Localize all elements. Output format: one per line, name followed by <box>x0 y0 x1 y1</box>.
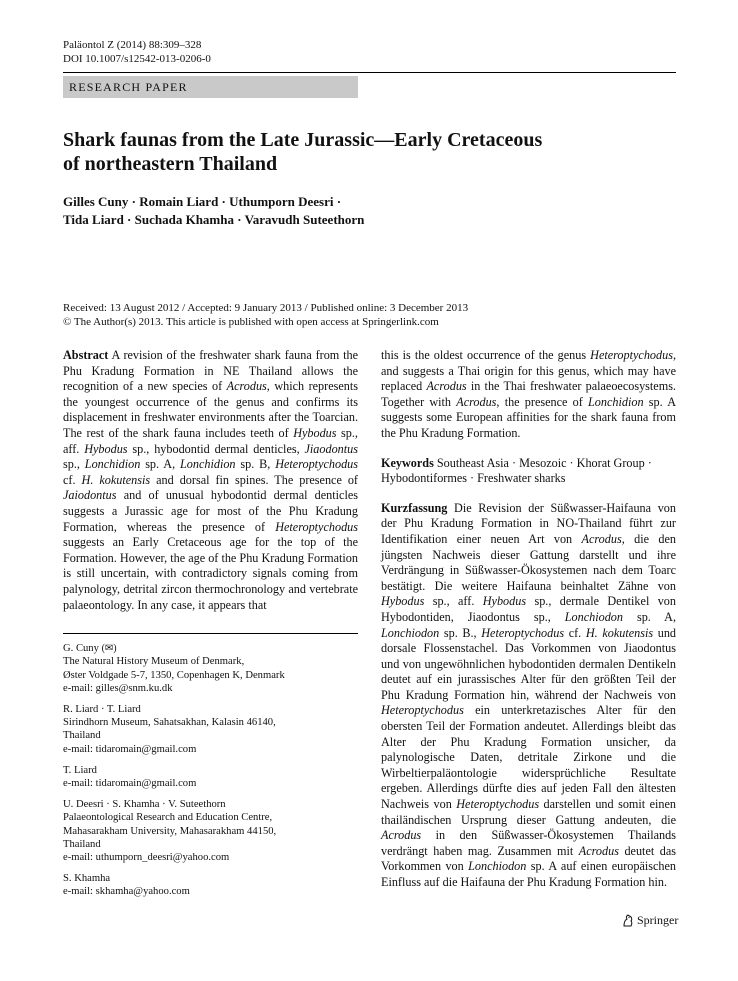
author-name: T. Liard <box>63 764 97 776</box>
abstract-text: A revision of the freshwater shark fauna from the Phu Kradung Formation in NE Thailand allows the recognition of a new species of <box>63 348 358 394</box>
kurzfassung-text: Die Revision der Süßwasser-Haifauna von der Phu Kradung Formation in NO-Thailand führt zur Identifikation einer neuen Art von <box>381 500 676 546</box>
abstract-text: sp., aff. <box>63 425 358 456</box>
journal-citation: Paläontol Z (2014) 88:309–328 <box>63 39 202 51</box>
email-link[interactable]: e-mail: tidaromain@gmail.com <box>63 777 197 789</box>
publication-dates <box>63 301 676 329</box>
header-rule <box>63 72 676 73</box>
kurzfassung-text: sp., dermale Dentikel von Hybodontiden, Jiaodontus sp., <box>381 594 676 624</box>
taxon-name: H. kokutensis <box>81 472 151 487</box>
taxon-name: Lonchidion <box>588 394 644 409</box>
taxon-name: Acrodus <box>226 379 267 394</box>
spacer <box>381 487 676 501</box>
abstract-text: in the Thai freshwater palaeoecosystems. Together with <box>381 379 676 409</box>
author-name: U. Deesri · S. Khamha · V. Suteethorn <box>63 799 226 811</box>
abstract-text: suggests an Early Cretaceous age for the top of the Formation. However, the age of the Phu Kradung Formation is still uncertain, with contradictory signals coming from palynology, detrital zircon thermochronology and vertebrate palaeontology. In any case, it appears that <box>63 535 358 612</box>
dates-line-1: Received: 13 August 2012 / Accepted: 9 January 2013 / Published online: 3 December 2013 <box>63 302 469 314</box>
taxon-name: Acrodus <box>578 843 619 858</box>
email-link[interactable]: e-mail: uthumporn_deesri@yahoo.com <box>63 851 230 863</box>
email-link[interactable]: e-mail: tidaromain@gmail.com <box>63 743 197 755</box>
taxon-name: Acrodus <box>381 828 422 843</box>
affiliation-line: The Natural History Museum of Denmark, <box>63 656 245 668</box>
kurzfassung-text: darstellen und somit einen thailändischen Ursprung dieser Gattung andeuten, die <box>381 797 677 827</box>
title-line-1: Shark faunas from the Late Jurassic—Early Cretaceous <box>63 129 543 151</box>
abstract-text: sp. B, <box>235 457 276 472</box>
abstract-text: sp. A, <box>140 457 180 472</box>
abstract-continuation <box>381 348 676 442</box>
affiliation-line: Sirindhorn Museum, Sahatsakhan, Kalasin 46140, <box>63 717 276 729</box>
affiliation-3 <box>63 764 358 790</box>
left-column <box>63 348 358 907</box>
author-name: S. Khamha <box>63 873 111 885</box>
kurzfassung-text: sp. B., <box>439 625 482 640</box>
abstract-label: Abstract <box>63 348 109 362</box>
taxon-name: Acrodus <box>581 531 622 546</box>
affiliation-5 <box>63 872 358 898</box>
kurzfassung-text: und dorsale Flossenstachel. Das Vorkommen von Jiaodontus und von ungewöhnlichen hybodontiden dermalen Dentikeln deutet auf ein jurassisches Alter für den größten Teil der Phu Kradung Formation hin, während der Nachweis von <box>381 625 677 702</box>
taxon-name: Lonchidion <box>180 457 236 472</box>
taxon-name: Jaiodontus <box>63 488 117 503</box>
authors-line-1: Gilles Cuny · Romain Liard · Uthumporn Deesri · <box>63 194 342 209</box>
abstract-text: sp., <box>63 457 85 472</box>
dates-line-2: © The Author(s) 2013. This article is published with open access at Springerlink.com <box>63 316 439 328</box>
abstract-paragraph <box>63 348 358 613</box>
taxon-name: Hybodus <box>293 425 337 440</box>
author-list <box>63 193 483 229</box>
kurzfassung-text: sp., aff. <box>424 594 483 609</box>
keywords-label: Keywords <box>381 455 434 470</box>
taxon-name: Lonchiodon <box>564 609 623 624</box>
section-label: RESEARCH PAPER <box>63 76 358 98</box>
taxon-name: Heteroptychodus <box>275 457 359 472</box>
envelope-icon: (✉) <box>101 643 117 655</box>
authors-line-2: Tida Liard · Suchada Khamha · Varavudh Suteethorn <box>63 212 365 227</box>
affiliation-4 <box>63 798 358 864</box>
affiliation-1 <box>63 642 358 695</box>
kurzfassung-text: deutet das Vorkommen von <box>381 843 676 874</box>
author-name: R. Liard · T. Liard <box>63 703 141 715</box>
affiliation-line: Øster Voldgade 5-7, 1350, Copenhagen K, Denmark <box>63 669 285 681</box>
title-line-2: of northeastern Thailand <box>63 153 278 175</box>
email-link[interactable]: e-mail: skhamha@yahoo.com <box>63 886 190 898</box>
abstract-text: , which represents the youngest occurrence of the genus and confirms its displacement in freshwater environments after the Toarcian. The rest of the shark fauna includes teeth of <box>63 379 358 440</box>
paper-title <box>63 128 623 176</box>
abstract-text: and dorsal fin spines. The presence of <box>150 472 358 487</box>
kurzfassung-text: sp. A auf einen europäischen Einfluss auf die Haifauna der Phu Kradung Formation hin. <box>381 859 676 889</box>
taxon-name: Acrodus <box>456 394 497 409</box>
taxon-name: Jiaodontus <box>304 441 358 456</box>
email-link[interactable]: e-mail: gilles@snm.ku.dk <box>63 682 173 694</box>
taxon-name: Acrodus <box>426 379 467 394</box>
publisher-logo <box>622 912 678 928</box>
kurzfassung-label: Kurzfassung <box>381 500 448 515</box>
journal-doi: DOI 10.1007/s12542-013-0206-0 <box>63 53 211 65</box>
abstract-text: sp., hybodontid dermal denticles, <box>127 441 305 456</box>
publisher-name: Springer <box>637 913 679 927</box>
right-column <box>381 348 676 891</box>
taxon-name: Heteroptychodus <box>381 703 464 718</box>
taxon-name: Lonchidion <box>84 457 141 472</box>
abstract-text: cf. <box>63 472 82 487</box>
affiliation-rule <box>63 633 358 634</box>
keywords-text: Southeast Asia · Mesozoic · Khorat Group · Hybodontiformes · Freshwater sharks <box>381 455 652 486</box>
abstract-text: , the presence of <box>496 394 589 409</box>
taxon-name: Heteroptychodus <box>590 348 673 362</box>
kurzfassung-paragraph <box>381 501 676 891</box>
kurzfassung-text: cf. <box>564 625 586 640</box>
abstract-text: and of unusual hybodontid dermal denticles suggests a Jurassic age for most of the Phu Kradung Formation, whereas the presence of <box>63 488 358 534</box>
taxon-name: Heteroptychodus <box>275 519 358 534</box>
affiliation-line: Thailand <box>63 730 101 742</box>
taxon-name: Hybodus <box>381 594 425 609</box>
journal-header <box>63 38 211 66</box>
kurzfassung-text: in den Süßwasser-Ökosystemen Thailands verdrängt haben mag. Zusammen mit <box>381 828 676 858</box>
taxon-name: Lonchiodon <box>381 625 440 640</box>
author-name: G. Cuny <box>63 643 99 655</box>
taxon-name: Heteroptychodus <box>456 797 540 812</box>
kurzfassung-text: sp. A, <box>623 609 676 624</box>
taxon-name: H. kokutensis <box>585 625 654 640</box>
affiliation-line: Mahasarakham University, Mahasarakham 44150, <box>63 825 277 837</box>
taxon-name: Lonchiodon <box>468 859 527 874</box>
affiliation-line: Palaeontological Research and Education Centre, <box>63 812 273 824</box>
keywords-paragraph <box>381 456 676 487</box>
affiliation-2 <box>63 703 358 756</box>
abstract-text: this is the oldest occurrence of the genus <box>381 348 591 362</box>
kurzfassung-text: ein unterkretazisches Alter für den obersten Teil der Formation andeutet. Allerdings bleibt das Alter der Phu Kradung Formation unsicher, da palynologische Daten, detritale Zirkone und die Wirbeltierpaläontologie widersprüchliche Resultate ergeben. Allerdings dürfte dies auf jeden Fall den ältesten Nachweis von <box>381 703 676 812</box>
spacer <box>381 442 676 456</box>
taxon-name: Hybodus <box>482 594 527 609</box>
springer-horse-icon <box>622 914 634 927</box>
kurzfassung-text: , die den jüngsten Nachweis dieser Gattung darstellt und ihre Verdrängung in Süßwasser-Ökosystemen nach dem Toarc bestätigt. Die weitere Haifauna beinhaltet Zähne von <box>381 531 676 593</box>
abstract-text: , and suggests a Thai origin for this genus, which may have replaced <box>381 348 676 394</box>
affiliation-line: Thailand <box>63 838 101 850</box>
abstract-text: sp. A suggests some European affinities for the shark fauna from the Phu Kradung Formation. <box>381 394 676 440</box>
taxon-name: Hybodus <box>84 441 128 456</box>
taxon-name: Heteroptychodus <box>481 625 565 640</box>
